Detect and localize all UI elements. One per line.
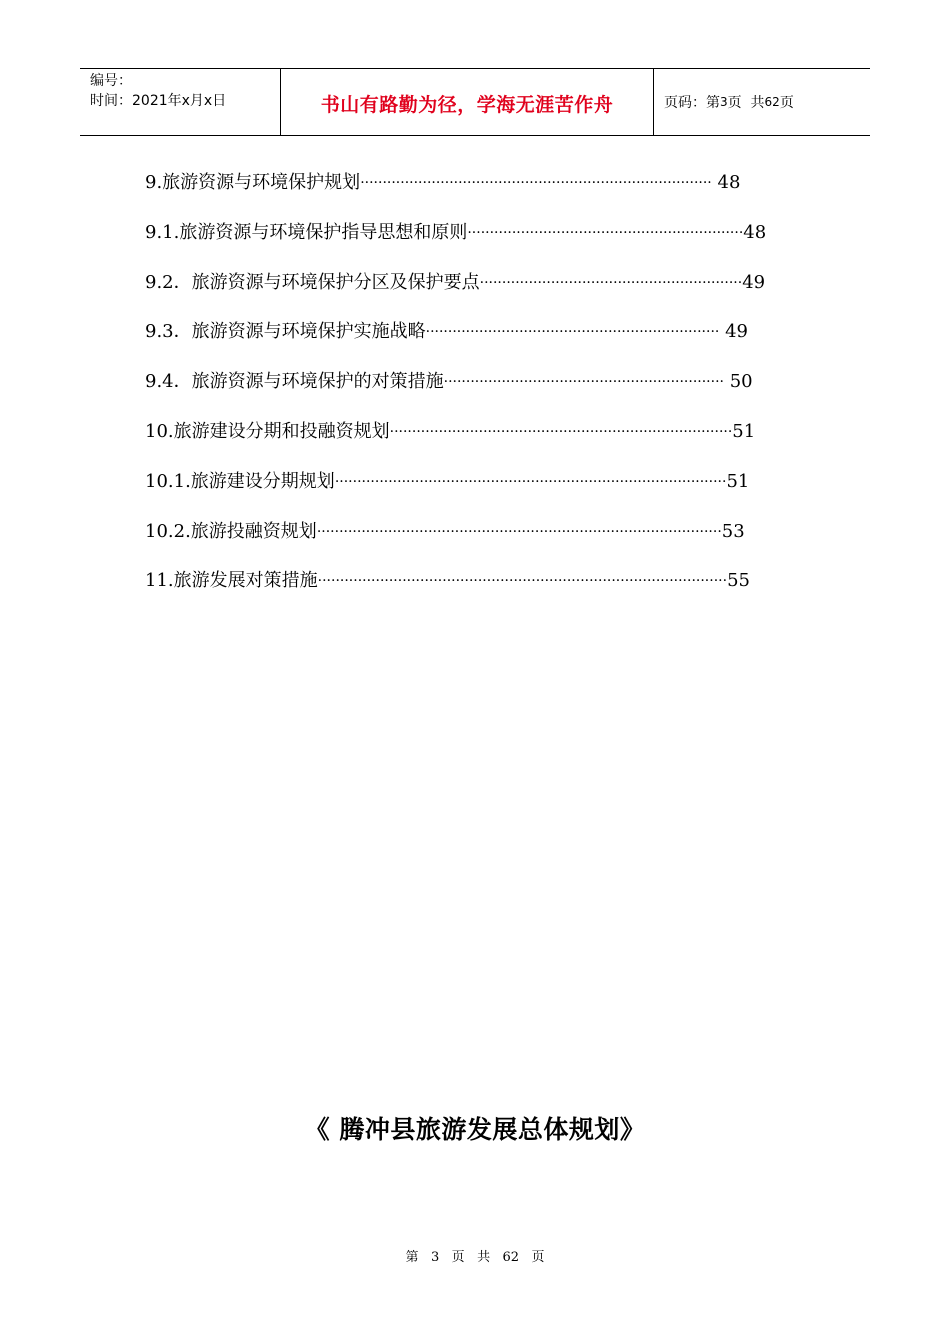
toc-entry-label: 9.1.旅游资源与环境保护指导思想和原则	[145, 221, 468, 243]
footer-mid1: 页	[451, 1250, 465, 1265]
header-motto: 书山有路勤为径，学海无涯苦作舟	[320, 93, 614, 116]
header-page-prefix: 页码：第	[664, 95, 720, 111]
toc-leader-dots: ····························································································	[317, 573, 728, 590]
toc-leader-dots: ···························································································	[316, 523, 722, 540]
toc-entry-page: 48	[743, 221, 767, 243]
table-of-contents	[145, 168, 805, 616]
toc-entry-label: 9.2．旅游资源与环境保护分区及保护要点	[145, 271, 480, 293]
document-title: 《 腾冲县旅游发展总体规划》	[304, 1115, 646, 1144]
header-page-info	[654, 69, 870, 135]
header-page-suffix: 页	[779, 95, 794, 111]
toc-leader-dots: ······························································	[467, 224, 744, 241]
header-motto-cell	[281, 69, 654, 135]
toc-entry[interactable]	[145, 168, 805, 218]
toc-entry-label: 10.1.旅游建设分期规划	[145, 470, 335, 492]
footer-prefix: 第	[405, 1250, 419, 1265]
toc-leader-dots: ···············································································	[360, 175, 712, 191]
toc-entry[interactable]	[145, 417, 805, 467]
toc-leader-dots: ··································································	[425, 324, 720, 341]
page-footer	[0, 1246, 950, 1265]
toc-entry[interactable]	[145, 317, 805, 367]
footer-mid2: 共	[477, 1250, 491, 1265]
toc-entry-page: 53	[721, 520, 745, 542]
document-number-label: 编号：	[90, 73, 132, 89]
footer-total-pages: 62	[502, 1250, 520, 1265]
toc-entry-page: 51	[726, 470, 750, 492]
toc-leader-dots: ···························································	[479, 274, 743, 291]
toc-entry-page: 49	[719, 321, 748, 343]
toc-leader-dots: ·············································································	[389, 423, 733, 440]
toc-entry-page: 50	[724, 371, 753, 393]
header-meta	[80, 69, 281, 135]
toc-entry[interactable]	[145, 268, 805, 318]
toc-entry-label: 9.4．旅游资源与环境保护的对策措施	[145, 371, 444, 393]
toc-entry-page: 49	[742, 271, 766, 293]
toc-entry-label: 9.3．旅游资源与环境保护实施战略	[145, 321, 426, 343]
footer-current-page: 3	[430, 1250, 440, 1265]
toc-entry-label: 10.2.旅游投融资规划	[145, 520, 317, 542]
page-header	[80, 68, 870, 136]
document-time-label: 时间：2021年x月x日	[90, 93, 227, 109]
toc-entry[interactable]	[145, 467, 805, 517]
toc-entry-page: 48	[711, 172, 741, 193]
toc-entry-page: 51	[732, 420, 756, 442]
toc-entry[interactable]	[145, 517, 805, 567]
toc-leader-dots: ·······························································	[443, 374, 724, 391]
toc-entry[interactable]	[145, 367, 805, 417]
toc-leader-dots: ························································································	[334, 473, 727, 490]
toc-entry-label: 11.旅游发展对策措施	[145, 570, 318, 592]
toc-entry-label: 9.旅游资源与环境保护规划	[145, 172, 361, 193]
toc-entry[interactable]	[145, 218, 805, 268]
header-page-current: 3	[720, 95, 728, 109]
footer-suffix: 页	[531, 1250, 545, 1265]
header-page-mid: 页 共	[727, 95, 765, 111]
toc-entry-page: 55	[727, 570, 750, 592]
header-page-total: 62	[764, 95, 780, 109]
toc-entry[interactable]	[145, 566, 805, 616]
toc-entry-label: 10.旅游建设分期和投融资规划	[145, 420, 390, 442]
